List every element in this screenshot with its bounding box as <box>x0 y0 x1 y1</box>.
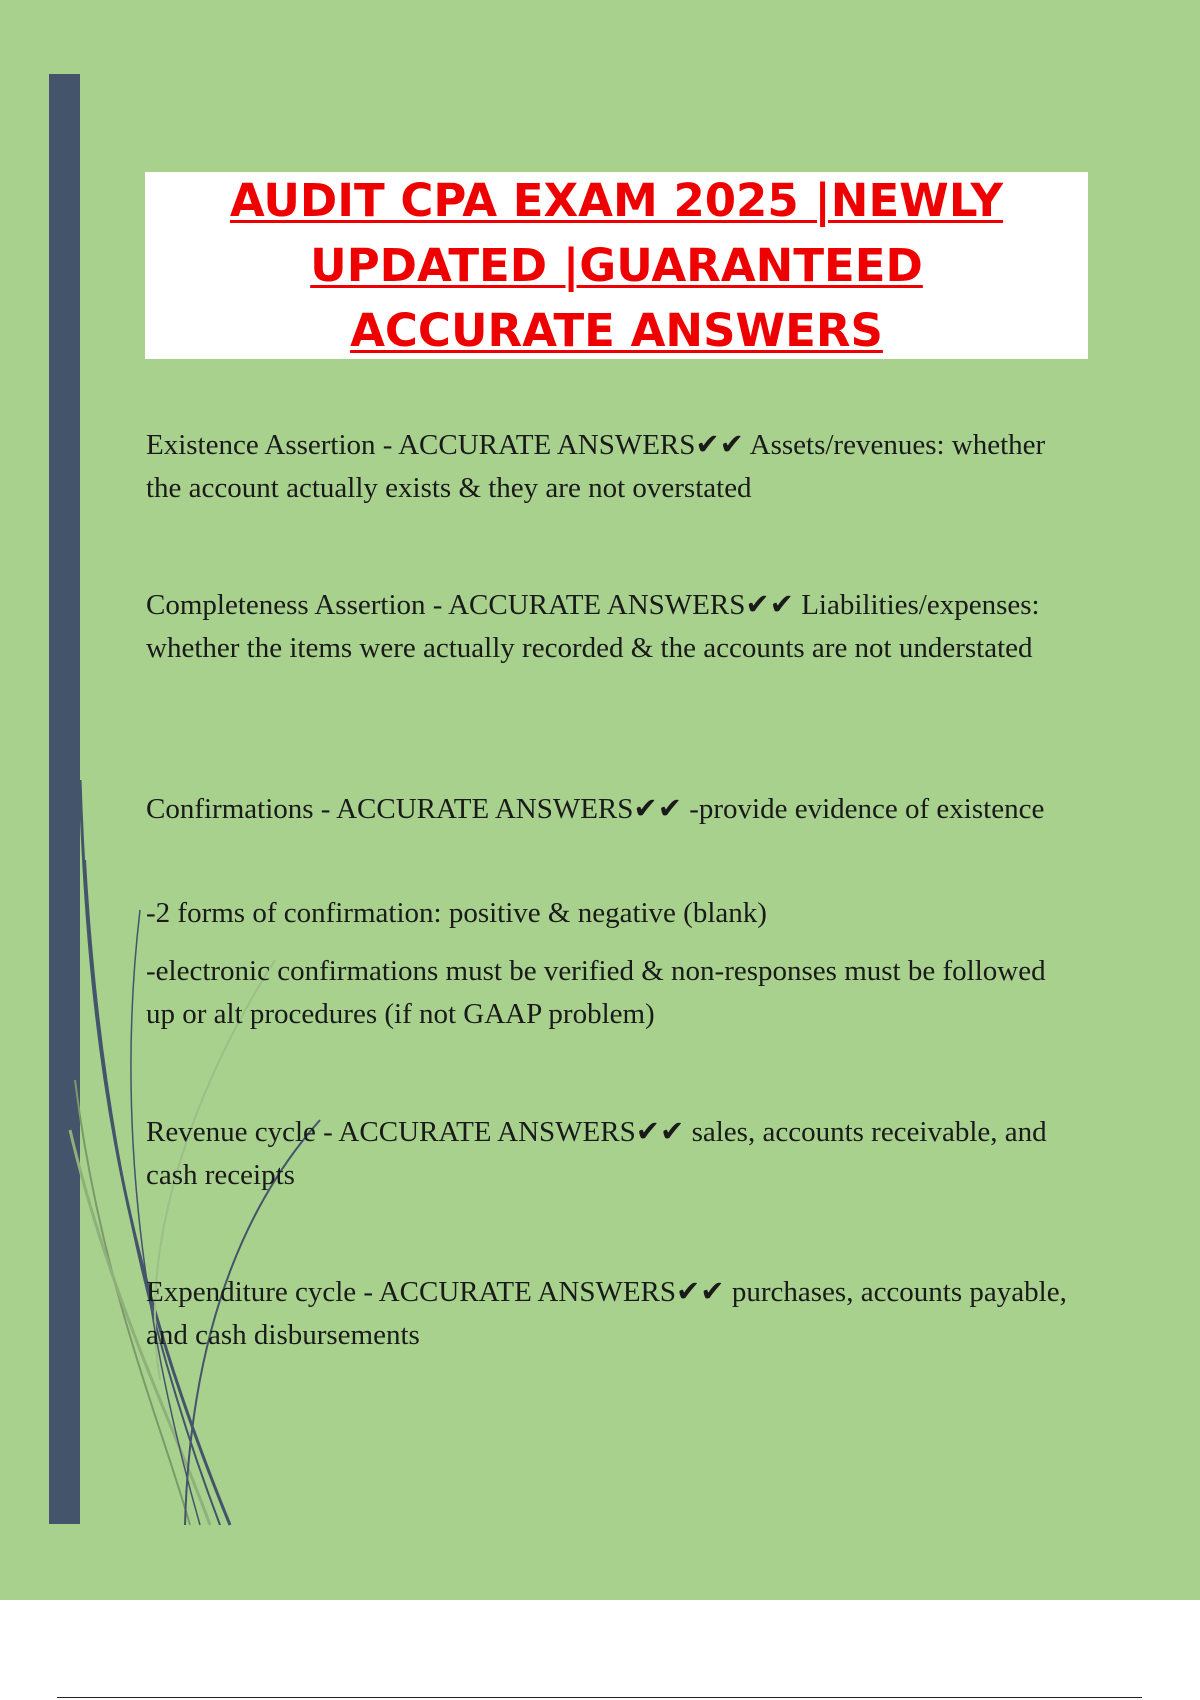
existence-assertion-paragraph: Existence Assertion - ACCURATE ANSWERS✔✔ Assets/revenues: whether the account actually exists & they are not overstated <box>146 429 1046 504</box>
revenue-cycle-paragraph: Revenue cycle - ACCURATE ANSWERS✔✔ sales, accounts receivable, and cash receipts <box>146 1116 1047 1191</box>
footer-divider <box>57 1697 1142 1698</box>
confirmation-forms-paragraph: -2 forms of confirmation: positive & negative (blank) <box>146 897 767 929</box>
electronic-confirmations-paragraph: -electronic confirmations must be verified & non-responses must be followed up or alt procedures (if not GAAP problem) <box>146 955 1046 1030</box>
title-box <box>145 172 1088 359</box>
confirmations-paragraph: Confirmations - ACCURATE ANSWERS✔✔ -provide evidence of existence <box>146 793 1045 825</box>
expenditure-cycle-paragraph: Expenditure cycle - ACCURATE ANSWERS✔✔ purchases, accounts payable, and cash disbursements <box>146 1276 1067 1351</box>
completeness-assertion-paragraph: Completeness Assertion - ACCURATE ANSWERS✔✔ Liabilities/expenses: whether the items were actually recorded & the accounts are not understated <box>146 589 1040 664</box>
document-title: AUDIT CPA EXAM 2025 |NEWLY UPDATED |GUARANTEED ACCURATE ANSWERS <box>229 174 1004 357</box>
